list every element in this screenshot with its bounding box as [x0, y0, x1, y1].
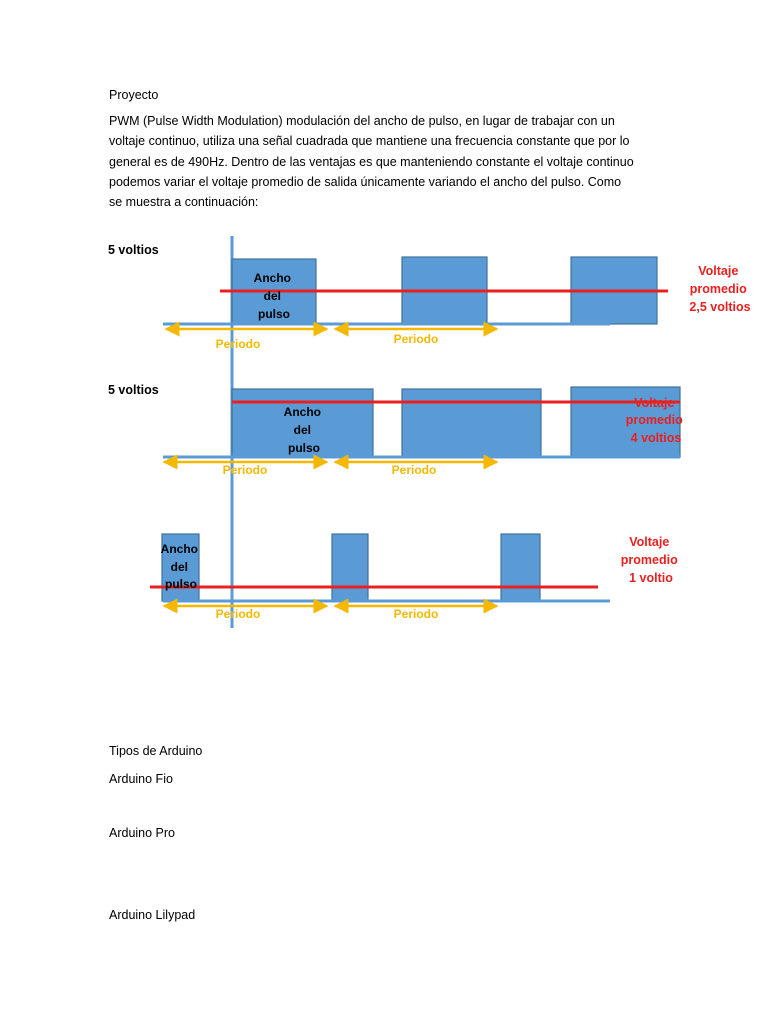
project-heading: Proyecto — [109, 88, 159, 102]
pulse — [501, 534, 540, 601]
section-lilypad-heading: Arduino Lilypad — [109, 908, 196, 922]
pulse-width-label: Ancho del pulso — [253, 271, 291, 321]
period-label: Periodo — [222, 463, 268, 477]
period-label: Periodo — [215, 607, 261, 621]
voltage-label: 5 voltios — [108, 243, 159, 257]
section-tipos-heading: Tipos de Arduino — [109, 744, 203, 758]
average-voltage-label: Voltaje promedio 1 voltio — [620, 535, 678, 585]
pulse — [402, 389, 541, 457]
pulse-width-label: Ancho del pulso — [283, 405, 321, 455]
pulse-width-label: Ancho del pulso — [160, 542, 198, 591]
intro-line: general es de 490Hz. Dentro de las ventajas es que manteniendo constante el voltaje continuo — [109, 154, 634, 169]
period-label: Periodo — [393, 332, 439, 346]
period-label: Periodo — [391, 463, 437, 477]
voltage-label: 5 voltios — [108, 383, 159, 397]
period-label: Periodo — [215, 337, 261, 351]
section-fio-heading: Arduino Fio — [109, 772, 173, 786]
intro-line: voltaje continuo, utiliza una señal cuadrada que mantiene una frecuencia constante que por lo — [109, 134, 630, 149]
intro-line: se muestra a continuación: — [109, 195, 259, 210]
intro-line: PWM (Pulse Width Modulation) modulación del ancho de pulso, en lugar de trabajar con un — [109, 114, 615, 128]
period-label: Periodo — [393, 607, 439, 621]
intro-line: podemos variar el voltaje promedio de salida únicamente variando el ancho del pulso. Como — [109, 174, 622, 189]
average-voltage-label: Voltaje promedio 2,5 voltios — [689, 264, 751, 314]
average-voltage-label: Voltaje promedio 4 voltios — [625, 396, 683, 445]
section-pro-heading: Arduino Pro — [109, 826, 176, 840]
pulse — [332, 534, 368, 601]
